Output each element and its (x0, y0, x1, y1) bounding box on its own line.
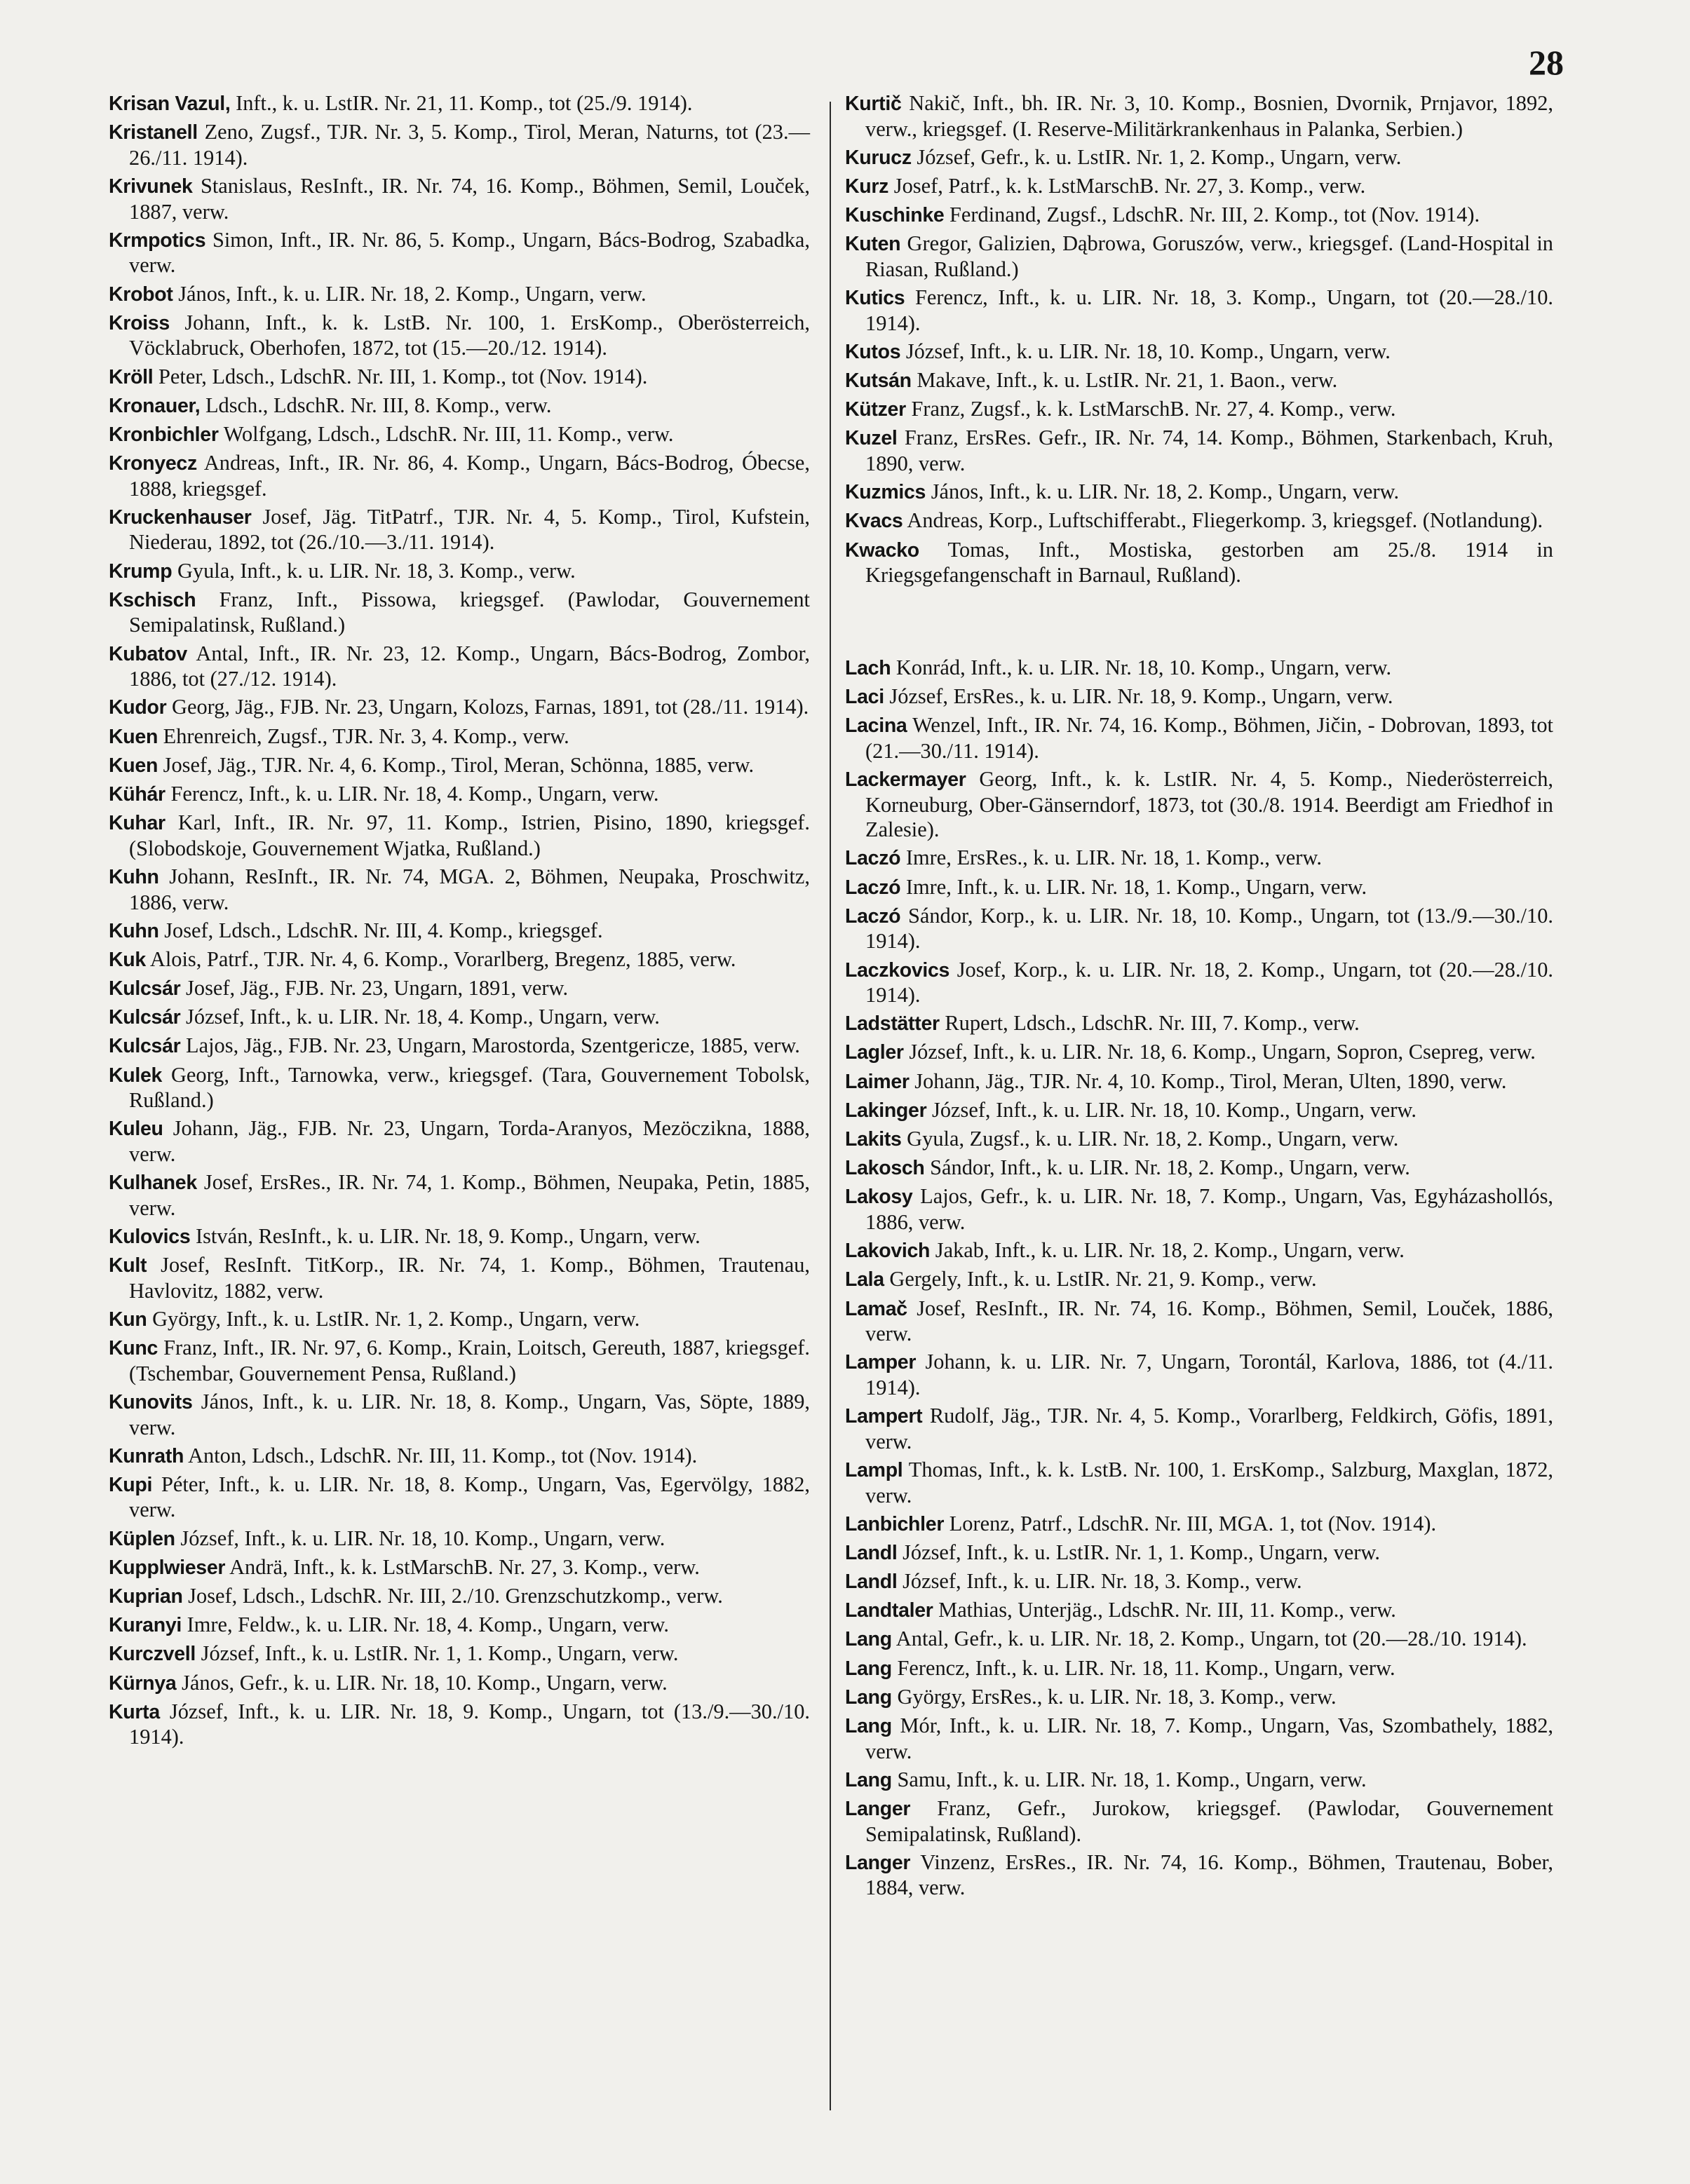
entry-details: Georg, Inft., k. k. LstIR. Nr. 4, 5. Komp., Niederösterreich, Korneuburg, Ober-Gänserndorf, 1873, tot (30./8. 1914. Beerdigt am Friedhof in Zalesie). (865, 766, 1553, 842)
list-entry (845, 1458, 1553, 1508)
entry-surname: Lang (845, 1686, 892, 1709)
entry-surname: Kunc (109, 1337, 158, 1360)
entry-details: Josef, Ldsch., LdschR. Nr. III, 4. Komp., kriegsgef. (158, 918, 603, 942)
entry-surname: Kuen (109, 754, 158, 777)
entry-surname: Kurczvell (109, 1643, 196, 1666)
entry-surname: Kützer (845, 398, 906, 421)
entry-surname: Kronyecz (109, 452, 197, 475)
entry-details: Gregor, Galizien, Dąbrowa, Goruszów, verw., kriegsgef. (Land-Hospital in Riasan, Rußland.) (865, 231, 1553, 281)
entry-surname: Kurta (109, 1700, 160, 1723)
entry-details: Lajos, Gefr., k. u. LIR. Nr. 18, 7. Komp., Ungarn, Vas, Egyházashollós, 1886, verw. (865, 1184, 1553, 1234)
entry-surname: Kristanell (109, 121, 198, 144)
list-entry (109, 120, 810, 170)
entry-details: Josef, Ldsch., LdschR. Nr. III, 2./10. Grenzschutzkomp., verw. (182, 1584, 723, 1608)
entry-surname: Lacina (845, 714, 907, 738)
entry-surname: Kröll (109, 365, 154, 388)
entry-surname: Kuprian (109, 1585, 183, 1608)
entry-details: Franz, Inft., IR. Nr. 97, 6. Komp., Krain, Loitsch, Gereuth, 1887, kriegsgef. (Tschembar, Gouvernement Pensa, Rußland.) (129, 1336, 810, 1385)
entry-surname: Kwacko (845, 538, 919, 562)
entry-surname: Kulhanek (109, 1172, 197, 1195)
entry-surname: Kulek (109, 1064, 163, 1087)
entry-details: Vinzenz, ErsRes., IR. Nr. 74, 16. Komp., Böhmen, Trautenau, Bober, 1884, verw. (865, 1850, 1553, 1900)
list-entry (845, 1127, 1553, 1153)
entry-details: János, Gefr., k. u. LIR. Nr. 18, 10. Komp., Ungarn, verw. (176, 1670, 668, 1695)
entry-surname: Krobot (109, 283, 173, 306)
entry-surname: Lanbichler (845, 1512, 945, 1535)
list-entry (845, 426, 1553, 476)
entry-details: Andreas, Korp., Luftschifferabt., Fliegerkomp. 3, kriegsgef. (Notlandung). (903, 508, 1543, 533)
list-entry (109, 1063, 810, 1113)
list-entry (845, 1685, 1553, 1711)
list-entry (845, 1656, 1553, 1682)
list-entry (109, 174, 810, 224)
entry-details: Inft., k. u. LstIR. Nr. 21, 11. Komp., tot (25./9. 1914). (230, 91, 693, 115)
entry-details: István, ResInft., k. u. LIR. Nr. 18, 9. Komp., Ungarn, verw. (190, 1223, 701, 1248)
entry-details: József, Inft., k. u. LstIR. Nr. 1, 1. Komp., Ungarn, verw. (897, 1540, 1380, 1564)
entry-details: Jakab, Inft., k. u. LIR. Nr. 18, 2. Komp., Ungarn, verw. (930, 1238, 1405, 1263)
entry-details: Josef, Patrf., k. k. LstMarschB. Nr. 27, 3. Komp., verw. (888, 173, 1366, 198)
entry-details: Konrád, Inft., k. u. LIR. Nr. 18, 10. Komp., Ungarn, verw. (891, 655, 1392, 679)
entry-details: Stanislaus, ResInft., IR. Nr. 74, 16. Komp., Böhmen, Semil, Louček, 1887, verw. (129, 173, 810, 224)
entry-surname: Lala (845, 1268, 884, 1291)
entry-surname: Lakovich (845, 1240, 931, 1263)
list-entry (845, 368, 1553, 394)
entry-details: Ferencz, Inft., k. u. LIR. Nr. 18, 11. Komp., Ungarn, verw. (891, 1655, 1395, 1680)
entry-surname: Kunrath (109, 1444, 184, 1467)
entry-surname: Lach (845, 656, 891, 679)
list-entry (109, 782, 810, 808)
list-entry (109, 1170, 810, 1221)
entry-details: Gergely, Inft., k. u. LstIR. Nr. 21, 9. Komp., verw. (884, 1267, 1317, 1291)
entry-surname: Kutos (845, 340, 901, 363)
right-column-l-section (845, 656, 1553, 1901)
entry-surname: Kuhn (109, 865, 159, 888)
entry-surname: Kulcsár (109, 1035, 181, 1058)
list-entry (109, 1555, 810, 1581)
entry-surname: Lang (845, 1715, 892, 1737)
entry-details: Johann, Jäg., FJB. Nr. 23, Ungarn, Torda-Aranyos, Mezöczikna, 1888, verw. (129, 1116, 810, 1166)
entry-details: Simon, Inft., IR. Nr. 86, 5. Komp., Ungarn, Bács-Bodrog, Szabadka, verw. (129, 227, 810, 278)
entry-surname: Kurtič (845, 93, 902, 115)
entry-surname: Kurucz (845, 146, 912, 169)
list-entry (109, 1224, 810, 1250)
entry-details: Lajos, Jäg., FJB. Nr. 23, Ungarn, Marostorda, Szentgericze, 1885, verw. (180, 1033, 800, 1058)
entry-surname: Lang (845, 1657, 892, 1680)
entry-surname: Kronbichler (109, 423, 219, 446)
entry-surname: Kult (109, 1254, 147, 1277)
list-entry (109, 1033, 810, 1059)
entry-surname: Landtaler (845, 1599, 933, 1622)
entry-details: Imre, Feldw., k. u. LIR. Nr. 18, 4. Komp., Ungarn, verw. (182, 1613, 669, 1637)
entry-details: Georg, Jäg., FJB. Nr. 23, Ungarn, Kolozs, Farnas, 1891, tot (28./11. 1914). (166, 695, 809, 719)
entry-surname: Laimer (845, 1070, 910, 1093)
list-entry (845, 1350, 1553, 1400)
list-entry (845, 846, 1553, 871)
entry-details: Josef, ErsRes., IR. Nr. 74, 1. Komp., Böhmen, Neupaka, Petin, 1885, verw. (129, 1170, 810, 1220)
entry-surname: Kuzel (845, 427, 898, 450)
entry-details: Imre, ErsRes., k. u. LIR. Nr. 18, 1. Komp., verw. (900, 846, 1322, 870)
entry-details: Rudolf, Jäg., TJR. Nr. 4, 5. Komp., Vorarlberg, Feldkirch, Göfis, 1891, verw. (865, 1404, 1553, 1453)
entry-surname: Kuhn (109, 919, 159, 942)
entry-details: Andrä, Inft., k. k. LstMarschB. Nr. 27, 3. Komp., verw. (225, 1554, 700, 1579)
entry-surname: Krump (109, 559, 173, 583)
list-entry (109, 1444, 810, 1470)
list-entry (845, 1627, 1553, 1653)
list-entry (845, 285, 1553, 336)
entry-surname: Kühár (109, 782, 165, 806)
entry-surname: Lang (845, 1628, 892, 1651)
entry-details: Wolfgang, Ldsch., LdschR. Nr. III, 11. Komp., verw. (218, 421, 674, 446)
entry-surname: Kschisch (109, 588, 196, 611)
entry-details: János, Inft., k. u. LIR. Nr. 18, 8. Komp., Ungarn, Vas, Söpte, 1889, verw. (129, 1389, 810, 1439)
entry-surname: Kulcsár (109, 977, 181, 1001)
entry-details: Franz, ErsRes. Gefr., IR. Nr. 74, 14. Komp., Böhmen, Starkenbach, Kruh, 1890, verw. (865, 426, 1553, 476)
list-entry (109, 642, 810, 692)
entry-surname: Laczó (845, 847, 901, 870)
list-entry (109, 588, 810, 638)
entry-details: Wenzel, Inft., IR. Nr. 74, 16. Komp., Böhmen, Jičin, - Dobrovan, 1893, tot (21.—30./11. 1914). (865, 713, 1553, 763)
entry-details: Josef, Jäg. TitPatrf., TJR. Nr. 4, 5. Komp., Tirol, Kufstein, Niederau, 1892, tot (26./10.—3./11. 1914). (129, 504, 810, 555)
list-entry (845, 875, 1553, 901)
entry-details: Johann, ResInft., IR. Nr. 74, MGA. 2, Böhmen, Neupaka, Proschwitz, 1886, verw. (129, 864, 810, 914)
entry-surname: Laci (845, 686, 884, 708)
entry-details: Andreas, Inft., IR. Nr. 86, 4. Komp., Ungarn, Bács-Bodrog, Óbecse, 1888, kriegsgef. (129, 451, 810, 501)
entry-details: Johann, Jäg., TJR. Nr. 4, 10. Komp., Tirol, Meran, Ulten, 1890, verw. (909, 1069, 1507, 1093)
list-entry (845, 339, 1553, 365)
entry-details: József, Inft., k. u. LIR. Nr. 18, 10. Komp., Ungarn, verw. (175, 1526, 665, 1550)
entry-surname: Langer (845, 1797, 911, 1820)
list-entry (845, 1569, 1553, 1595)
list-entry (109, 1671, 810, 1697)
list-entry (109, 810, 810, 861)
list-entry (845, 1184, 1553, 1235)
entry-surname: Laczó (845, 876, 901, 899)
list-entry (845, 1040, 1553, 1066)
entry-details: Tomas, Inft., Mostiska, gestorben am 25./8. 1914 in Kriegsgefangenschaft in Barnaul, Rußland). (865, 537, 1553, 588)
entry-surname: Kuk (109, 948, 146, 971)
list-entry (109, 282, 810, 308)
entry-details: Franz, Zugsf., k. k. LstMarschB. Nr. 27, 4. Komp., verw. (905, 397, 1396, 421)
column-divider (830, 102, 831, 2110)
list-entry (109, 1005, 810, 1031)
entry-surname: Kuranyi (109, 1614, 182, 1637)
list-entry (845, 480, 1553, 506)
entry-details: József, Gefr., k. u. LstIR. Nr. 1, 2. Komp., Ungarn, verw. (911, 144, 1402, 169)
entry-surname: Kroiss (109, 311, 170, 334)
list-entry (109, 365, 810, 391)
list-entry (845, 1011, 1553, 1037)
entry-details: Franz, Inft., Pissowa, kriegsgef. (Pawlodar, Gouvernement Semipalatinsk, Rußland.) (129, 587, 810, 637)
list-entry (845, 538, 1553, 588)
entry-details: Samu, Inft., k. u. LIR. Nr. 18, 1. Komp., Ungarn, verw. (891, 1767, 1367, 1791)
list-entry (109, 393, 810, 419)
entry-details: Gyula, Inft., k. u. LIR. Nr. 18, 3. Komp., verw. (172, 558, 576, 583)
entry-surname: Kutics (845, 287, 905, 310)
entry-surname: Kuleu (109, 1118, 163, 1141)
list-entry (845, 1238, 1553, 1264)
entry-details: Johann, Inft., k. k. LstB. Nr. 100, 1. ErsKomp., Oberösterreich, Vöcklabruck, Oberhofen, 1872, tot (15.—20./12. 1914). (129, 310, 810, 360)
entry-surname: Kurz (845, 175, 889, 198)
entry-details: Ferdinand, Zugsf., LdschR. Nr. III, 2. Komp., tot (Nov. 1914). (944, 203, 1480, 227)
entry-surname: Kürnya (109, 1671, 177, 1695)
list-entry (845, 656, 1553, 681)
list-entry (109, 1336, 810, 1386)
right-column-k-section (845, 91, 1553, 588)
list-entry (109, 505, 810, 555)
list-entry (845, 1069, 1553, 1095)
entry-details: Josef, ResInft. TitKorp., IR. Nr. 74, 1. Komp., Böhmen, Trautenau, Havlovitz, 1882, verw. (129, 1253, 810, 1303)
entry-details: Ehrenreich, Zugsf., TJR. Nr. 3, 4. Komp., verw. (158, 724, 569, 748)
entry-details: Peter, Ldsch., LdschR. Nr. III, 1. Komp., tot (Nov. 1914). (153, 364, 648, 388)
entry-details: Péter, Inft., k. u. LIR. Nr. 18, 8. Komp., Ungarn, Vas, Egervölgy, 1882, verw. (129, 1472, 810, 1522)
entry-surname: Lackermayer (845, 768, 966, 791)
entry-surname: Krisan Vazul, (109, 93, 231, 115)
entry-surname: Kuten (845, 233, 901, 256)
list-entry (109, 695, 810, 721)
entry-surname: Kronauer, (109, 394, 201, 417)
entry-surname: Ladstätter (845, 1012, 940, 1036)
entry-surname: Kuzmics (845, 481, 926, 504)
entry-surname: Kutsán (845, 369, 912, 393)
list-entry (845, 174, 1553, 200)
entry-surname: Kupi (109, 1473, 153, 1496)
entry-surname: Krmpotics (109, 229, 206, 252)
list-entry (109, 228, 810, 278)
entry-details: Georg, Inft., Tarnowka, verw., kriegsgef. (Tara, Gouvernement Tobolsk, Rußland.) (129, 1062, 810, 1113)
entry-details: Rupert, Ldsch., LdschR. Nr. III, 7. Komp., verw. (939, 1011, 1360, 1036)
list-entry (109, 1584, 810, 1610)
list-entry (109, 724, 810, 750)
entry-surname: Kuschinke (845, 204, 945, 227)
list-entry (845, 684, 1553, 710)
list-entry (109, 753, 810, 779)
entry-details: Nakič, Inft., bh. IR. Nr. 3, 10. Komp., Bosnien, Dvornik, Prnjavor, 1892, verw., kriegsgef. (I. Reserve-Militärkrankenhaus in Palanka, Serbien.) (865, 91, 1553, 141)
list-entry (109, 976, 810, 1002)
entry-surname: Kulovics (109, 1225, 191, 1248)
entry-details: József, Inft., k. u. LIR. Nr. 18, 9. Komp., Ungarn, tot (13./9.—30./10. 1914). (129, 1699, 810, 1749)
list-entry (845, 508, 1553, 534)
entry-details: György, ErsRes., k. u. LIR. Nr. 18, 3. Komp., verw. (891, 1684, 1337, 1709)
list-entry (109, 918, 810, 944)
list-entry (109, 1472, 810, 1523)
list-entry (845, 1540, 1553, 1566)
entry-surname: Lakits (845, 1128, 902, 1151)
entry-details: Ldsch., LdschR. Nr. III, 8. Komp., verw. (200, 393, 552, 417)
entry-surname: Kudor (109, 696, 167, 719)
list-entry (845, 1598, 1553, 1624)
entry-surname: Küplen (109, 1527, 175, 1550)
list-entry (845, 1714, 1553, 1764)
entry-details: Josef, Korp., k. u. LIR. Nr. 18, 2. Komp., Ungarn, tot (20.—28./10. 1914). (865, 957, 1553, 1008)
list-entry (109, 1253, 810, 1303)
entry-surname: Laczkovics (845, 958, 950, 982)
entry-surname: Lampert (845, 1405, 923, 1428)
entry-surname: Kuen (109, 725, 158, 748)
list-entry (109, 1700, 810, 1750)
list-entry (109, 864, 810, 915)
list-entry (845, 203, 1553, 229)
entry-surname: Lakosch (845, 1157, 925, 1180)
list-entry (109, 1613, 810, 1639)
entry-details: Ferencz, Inft., k. u. LIR. Nr. 18, 4. Komp., Ungarn, verw. (165, 781, 659, 806)
entry-surname: Kuhar (109, 812, 165, 835)
list-entry (845, 767, 1553, 843)
list-entry (109, 1390, 810, 1440)
entry-details: Antal, Inft., IR. Nr. 23, 12. Komp., Ungarn, Bács-Bodrog, Zombor, 1886, tot (27./12. 1914). (129, 641, 810, 691)
list-entry (109, 1116, 810, 1167)
entry-details: János, Inft., k. u. LIR. Nr. 18, 2. Komp., Ungarn, verw. (926, 480, 1400, 504)
list-entry (845, 1850, 1553, 1901)
list-entry (109, 559, 810, 585)
entry-surname: Kupplwieser (109, 1556, 226, 1579)
list-entry (845, 1296, 1553, 1347)
entry-details: György, Inft., k. u. LstIR. Nr. 1, 2. Komp., Ungarn, verw. (147, 1306, 640, 1331)
list-entry (845, 958, 1553, 1008)
list-entry (845, 145, 1553, 171)
entry-surname: Krivunek (109, 175, 193, 198)
list-entry (109, 1307, 810, 1333)
entry-surname: Kunovits (109, 1390, 193, 1413)
left-column (109, 91, 810, 1754)
entry-details: Ferencz, Inft., k. u. LIR. Nr. 18, 3. Komp., Ungarn, tot (20.—28./10. 1914). (865, 285, 1553, 335)
entry-details: Josef, Jäg., TJR. Nr. 4, 6. Komp., Tirol, Meran, Schönna, 1885, verw. (158, 752, 755, 777)
entry-surname: Lagler (845, 1041, 904, 1064)
list-entry (109, 1641, 810, 1667)
entry-details: Mór, Inft., k. u. LIR. Nr. 18, 7. Komp., Ungarn, Vas, Szombathely, 1882, verw. (865, 1714, 1553, 1763)
entry-details: Antal, Gefr., k. u. LIR. Nr. 18, 2. Komp., Ungarn, tot (20.—28./10. 1914). (891, 1627, 1527, 1651)
list-entry (845, 1404, 1553, 1454)
list-entry (109, 1526, 810, 1552)
entry-surname: Lakinger (845, 1099, 927, 1122)
list-entry (845, 1796, 1553, 1847)
entry-details: József, Inft., k. u. LIR. Nr. 18, 6. Komp., Ungarn, Sopron, Csepreg, verw. (903, 1040, 1536, 1064)
entry-details: József, Inft., k. u. LIR. Nr. 18, 3. Komp., verw. (897, 1569, 1302, 1594)
list-entry (845, 91, 1553, 142)
list-entry (845, 1098, 1553, 1124)
list-entry (845, 397, 1553, 423)
entry-details: Franz, Gefr., Jurokow, kriegsgef. (Pawlodar, Gouvernement Semipalatinsk, Rußland). (865, 1796, 1553, 1846)
entry-details: Imre, Inft., k. u. LIR. Nr. 18, 1. Komp., Ungarn, verw. (900, 874, 1367, 899)
entry-details: József, Inft., k. u. LIR. Nr. 18, 4. Komp., Ungarn, verw. (180, 1005, 660, 1029)
entry-details: Zeno, Zugsf., TJR. Nr. 3, 5. Komp., Tirol, Meran, Naturns, tot (23.—26./11. 1914). (129, 120, 810, 170)
list-entry (845, 231, 1553, 282)
list-entry (109, 311, 810, 361)
entry-details: József, ErsRes., k. u. LIR. Nr. 18, 9. Komp., Ungarn, verw. (884, 684, 1393, 708)
entry-details: János, Inft., k. u. LIR. Nr. 18, 2. Komp., Ungarn, verw. (173, 281, 647, 306)
list-entry (845, 1267, 1553, 1293)
entry-details: Mathias, Unterjäg., LdschR. Nr. III, 11. Komp., verw. (933, 1598, 1396, 1622)
list-entry (109, 422, 810, 448)
right-column (845, 91, 1553, 1904)
entry-details: Karl, Inft., IR. Nr. 97, 11. Komp., Istrien, Pisino, 1890, kriegsgef. (Slobodskoje, Gouvernement Wjatka, Rußland.) (129, 810, 810, 860)
entry-surname: Kubatov (109, 642, 187, 665)
list-entry (109, 91, 810, 117)
entry-surname: Lang (845, 1768, 892, 1791)
entry-surname: Landl (845, 1541, 898, 1564)
entry-surname: Kun (109, 1308, 147, 1331)
entry-details: Josef, Jäg., FJB. Nr. 23, Ungarn, 1891, verw. (180, 976, 569, 1001)
list-entry (845, 904, 1553, 954)
entry-details: Sándor, Inft., k. u. LIR. Nr. 18, 2. Komp., Ungarn, verw. (924, 1155, 1410, 1180)
entry-details: József, Inft., k. u. LstIR. Nr. 1, 1. Komp., Ungarn, verw. (196, 1641, 679, 1666)
entry-details: Josef, ResInft., IR. Nr. 74, 16. Komp., Böhmen, Semil, Louček, 1886, verw. (865, 1296, 1553, 1346)
entry-details: Lorenz, Patrf., LdschR. Nr. III, MGA. 1, tot (Nov. 1914). (944, 1511, 1437, 1535)
entry-details: Anton, Ldsch., LdschR. Nr. III, 11. Komp., tot (Nov. 1914). (184, 1443, 698, 1467)
entry-surname: Landl (845, 1571, 898, 1594)
entry-surname: Kvacs (845, 510, 903, 533)
entry-surname: Kulcsár (109, 1006, 181, 1029)
entry-details: Makave, Inft., k. u. LstIR. Nr. 21, 1. Baon., verw. (911, 368, 1338, 393)
entry-details: Gyula, Zugsf., k. u. LIR. Nr. 18, 2. Komp., Ungarn, verw. (901, 1127, 1399, 1151)
list-entry (845, 1768, 1553, 1793)
entry-surname: Lampl (845, 1458, 903, 1481)
entry-surname: Lamač (845, 1297, 907, 1320)
page-number: 28 (1529, 43, 1564, 82)
list-entry (845, 713, 1553, 764)
entry-details: Sándor, Korp., k. u. LIR. Nr. 18, 10. Komp., Ungarn, tot (13./9.—30./10. 1914). (865, 903, 1553, 954)
list-entry (845, 1512, 1553, 1538)
list-entry (109, 451, 810, 501)
entry-details: Johann, k. u. LIR. Nr. 7, Ungarn, Torontál, Karlova, 1886, tot (4./11. 1914). (865, 1350, 1553, 1399)
entry-details: József, Inft., k. u. LIR. Nr. 18, 10. Komp., Ungarn, verw. (900, 339, 1391, 363)
list-entry (845, 1155, 1553, 1181)
entry-surname: Kruckenhauser (109, 506, 252, 529)
entry-surname: Lamper (845, 1351, 917, 1374)
entry-surname: Laczó (845, 904, 901, 928)
entry-details: Alois, Patrf., TJR. Nr. 4, 6. Komp., Vorarlberg, Bregenz, 1885, verw. (145, 947, 736, 971)
entry-surname: Langer (845, 1851, 911, 1874)
entry-details: József, Inft., k. u. LIR. Nr. 18, 10. Komp., Ungarn, verw. (926, 1097, 1417, 1122)
list-entry (109, 947, 810, 973)
entry-details: Thomas, Inft., k. k. LstB. Nr. 100, 1. ErsKomp., Salzburg, Maxglan, 1872, verw. (865, 1457, 1553, 1507)
entry-surname: Lakosy (845, 1186, 913, 1209)
